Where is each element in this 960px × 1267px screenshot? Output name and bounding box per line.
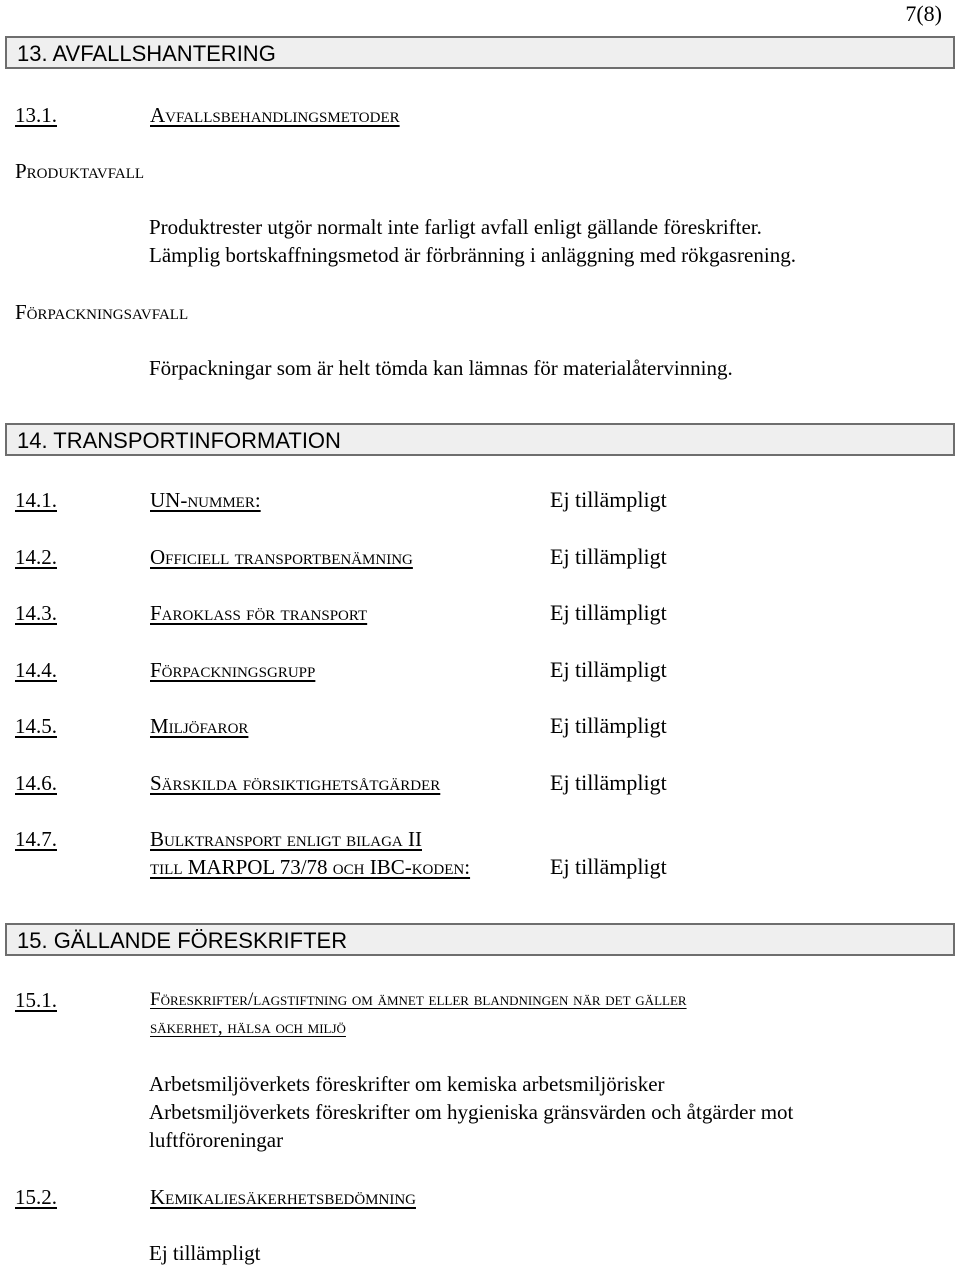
section-13-header bbox=[5, 36, 955, 69]
row-number: 14.6. bbox=[15, 771, 57, 795]
row-value: Ej tillämpligt bbox=[550, 770, 667, 795]
row-label: Miljöfaror bbox=[150, 714, 249, 738]
page-number: 7(8) bbox=[905, 1, 942, 26]
regulation-text-line3: luftföroreningar bbox=[149, 1128, 284, 1152]
row-value: Ej tillämpligt bbox=[550, 600, 667, 625]
subsection-15-2-title: Kemikaliesäkerhetsbedömning bbox=[150, 1185, 416, 1209]
row-label: Officiell transportbenämning bbox=[150, 545, 413, 569]
section-13-title: 13. AVFALLSHANTERING bbox=[17, 41, 276, 66]
row-value: Ej tillämpligt bbox=[550, 713, 667, 738]
row-label: Förpackningsgrupp bbox=[150, 658, 316, 682]
subsection-15-2-value: Ej tillämpligt bbox=[149, 1241, 261, 1265]
subsection-15-1-title-line1: Föreskrifter/lagstiftning om ämnet eller blandningen när det gäller bbox=[150, 989, 687, 1010]
produktavfall-text-line2: Lämplig bortskaffningsmetod är förbränning i anläggning med rökgasrening. bbox=[149, 243, 796, 267]
section-15-title: 15. GÄLLANDE FÖRESKRIFTER bbox=[17, 928, 348, 953]
row-label: UN-nummer: bbox=[150, 488, 261, 512]
produktavfall-label: Produktavfall bbox=[15, 159, 145, 183]
row-number: 14.4. bbox=[15, 658, 57, 682]
produktavfall-text-line1: Produktrester utgör normalt inte farligt avfall enligt gällande föreskrifter. bbox=[149, 215, 762, 239]
subsection-15-1-title-line2: säkerhet, hälsa och miljö bbox=[150, 1017, 346, 1038]
row-number: 14.2. bbox=[15, 545, 57, 569]
forpackningsavfall-label: Förpackningsavfall bbox=[15, 300, 189, 324]
row-number: 14.7. bbox=[15, 827, 57, 851]
row-value: Ej tillämpligt bbox=[550, 487, 667, 512]
subsection-13-1-title: Avfallsbehandlingsmetoder bbox=[150, 103, 400, 127]
subsection-15-2-number: 15.2. bbox=[15, 1185, 57, 1209]
row-label-line2: till MARPOL 73/78 och IBC-koden: bbox=[150, 855, 471, 879]
regulation-text-line2: Arbetsmiljöverkets föreskrifter om hygieniska gränsvärden och åtgärder mot bbox=[149, 1100, 794, 1124]
section-14-title: 14. TRANSPORTINFORMATION bbox=[17, 428, 341, 453]
row-value: Ej tillämpligt bbox=[550, 544, 667, 569]
row-label-line1: Bulktransport enligt bilaga II bbox=[150, 827, 422, 851]
row-label: Faroklass för transport bbox=[150, 601, 368, 625]
row-number: 14.3. bbox=[15, 601, 57, 625]
section-15-header bbox=[5, 923, 955, 956]
row-number: 14.5. bbox=[15, 714, 57, 738]
section-14-header bbox=[5, 423, 955, 456]
row-value: Ej tillämpligt bbox=[550, 854, 667, 879]
regulation-text-line1: Arbetsmiljöverkets föreskrifter om kemiska arbetsmiljörisker bbox=[149, 1072, 665, 1096]
subsection-13-1-number: 13.1. bbox=[15, 103, 57, 127]
row-label: Särskilda försiktighetsåtgärder bbox=[150, 771, 441, 795]
subsection-15-1-number: 15.1. bbox=[15, 988, 57, 1012]
row-value: Ej tillämpligt bbox=[550, 657, 667, 682]
forpackningsavfall-text: Förpackningar som är helt tömda kan lämnas för materialåtervinning. bbox=[149, 356, 733, 380]
row-number: 14.1. bbox=[15, 488, 57, 512]
